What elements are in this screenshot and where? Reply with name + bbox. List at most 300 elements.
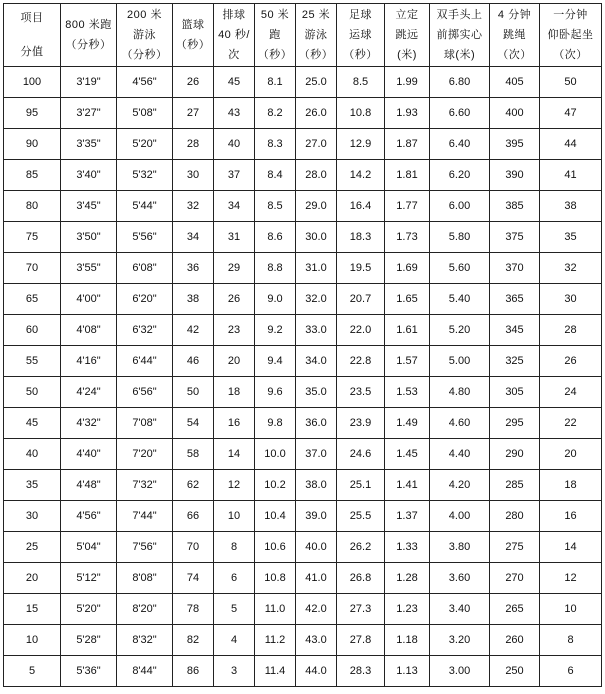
table-cell: 8'08"	[117, 563, 173, 594]
table-cell: 10.6	[255, 532, 296, 563]
table-cell: 26	[540, 346, 602, 377]
column-header-line: 40 秒/	[218, 29, 250, 41]
table-row	[4, 160, 602, 191]
table-cell: 295	[490, 408, 540, 439]
column-header	[337, 4, 385, 67]
table-cell: 22	[540, 408, 602, 439]
table-cell: 30.0	[296, 222, 337, 253]
table-cell: 22.0	[337, 315, 385, 346]
table-cell: 36	[173, 253, 214, 284]
table-cell: 4'56"	[61, 501, 117, 532]
score-cell: 55	[4, 346, 61, 377]
table-cell: 5'12"	[61, 563, 117, 594]
table-cell: 19.5	[337, 253, 385, 284]
table-cell: 27	[173, 98, 214, 129]
table-cell: 260	[490, 625, 540, 656]
column-header-line: 一分钟	[553, 9, 588, 21]
column-header-line: （秒）	[298, 49, 334, 61]
table-cell: 1.57	[385, 346, 430, 377]
table-cell: 7'44"	[117, 501, 173, 532]
table-cell: 62	[173, 470, 214, 501]
table-cell: 5'08"	[117, 98, 173, 129]
score-cell: 5	[4, 656, 61, 687]
table-cell: 37	[214, 160, 255, 191]
column-header-line: 立定	[395, 9, 419, 21]
table-cell: 5.80	[430, 222, 490, 253]
table-cell: 7'32"	[117, 470, 173, 501]
table-cell: 5.20	[430, 315, 490, 346]
column-header-line: 4 分钟	[497, 9, 532, 21]
table-cell: 8'44"	[117, 656, 173, 687]
column-header-line: 前掷实心	[436, 29, 483, 41]
column-header-line: 双手头上	[436, 9, 483, 21]
table-cell: 5.00	[430, 346, 490, 377]
table-cell: 12	[214, 470, 255, 501]
table-cell: 5'28"	[61, 625, 117, 656]
table-cell: 9.8	[255, 408, 296, 439]
table-cell: 12	[540, 563, 602, 594]
table-cell: 4'16"	[61, 346, 117, 377]
score-cell: 50	[4, 377, 61, 408]
column-header-line: 25 米	[301, 9, 331, 21]
table-cell: 6.00	[430, 191, 490, 222]
table-cell: 4.80	[430, 377, 490, 408]
table-cell: 8.4	[255, 160, 296, 191]
table-cell: 18	[540, 470, 602, 501]
column-header-line: 运球	[349, 29, 372, 41]
table-cell: 16	[214, 408, 255, 439]
score-cell: 45	[4, 408, 61, 439]
table-cell: 41.0	[296, 563, 337, 594]
column-header-line: （次）	[497, 49, 532, 61]
table-cell: 27.8	[337, 625, 385, 656]
column-header-line: 足球	[349, 9, 372, 21]
table-cell: 6'20"	[117, 284, 173, 315]
table-cell: 32.0	[296, 284, 337, 315]
score-cell: 100	[4, 67, 61, 98]
table-cell: 10	[540, 594, 602, 625]
table-cell: 47	[540, 98, 602, 129]
table-cell: 8.1	[255, 67, 296, 98]
table-cell: 38.0	[296, 470, 337, 501]
score-table	[3, 3, 602, 687]
table-cell: 3.80	[430, 532, 490, 563]
column-header-line: 仰卧起坐	[547, 29, 594, 41]
table-cell: 27.0	[296, 129, 337, 160]
table-cell: 405	[490, 67, 540, 98]
column-header-line: （分秒）	[121, 49, 168, 61]
table-cell: 28	[540, 315, 602, 346]
table-cell: 33.0	[296, 315, 337, 346]
table-cell: 34	[214, 191, 255, 222]
column-header	[296, 4, 337, 67]
column-header	[385, 4, 430, 67]
table-cell: 54	[173, 408, 214, 439]
score-table-container	[3, 3, 602, 687]
table-cell: 9.4	[255, 346, 296, 377]
table-cell: 5'44"	[117, 191, 173, 222]
table-cell: 280	[490, 501, 540, 532]
table-cell: 34.0	[296, 346, 337, 377]
table-cell: 18.3	[337, 222, 385, 253]
score-cell: 70	[4, 253, 61, 284]
table-cell: 7'08"	[117, 408, 173, 439]
table-cell: 44	[540, 129, 602, 160]
column-header	[173, 4, 214, 67]
column-header-line: 次	[228, 49, 240, 61]
table-cell: 41	[540, 160, 602, 191]
table-cell: 375	[490, 222, 540, 253]
table-cell: 1.13	[385, 656, 430, 687]
table-cell: 370	[490, 253, 540, 284]
table-cell: 16.4	[337, 191, 385, 222]
table-cell: 23	[214, 315, 255, 346]
table-cell: 50	[540, 67, 602, 98]
table-row	[4, 470, 602, 501]
table-cell: 1.18	[385, 625, 430, 656]
header-row	[4, 4, 602, 67]
table-cell: 8.6	[255, 222, 296, 253]
column-header-line: 游泳	[133, 29, 156, 41]
score-cell: 15	[4, 594, 61, 625]
table-cell: 26	[214, 284, 255, 315]
table-cell: 66	[173, 501, 214, 532]
table-cell: 31.0	[296, 253, 337, 284]
table-row	[4, 98, 602, 129]
table-cell: 30	[540, 284, 602, 315]
table-cell: 6.20	[430, 160, 490, 191]
table-cell: 3'45"	[61, 191, 117, 222]
column-header-line: 跳绳	[503, 29, 526, 41]
table-cell: 3'50"	[61, 222, 117, 253]
table-cell: 385	[490, 191, 540, 222]
table-cell: 1.33	[385, 532, 430, 563]
table-row	[4, 625, 602, 656]
table-cell: 6.40	[430, 129, 490, 160]
table-cell: 4'40"	[61, 439, 117, 470]
table-cell: 23.9	[337, 408, 385, 439]
table-cell: 28.0	[296, 160, 337, 191]
table-cell: 39.0	[296, 501, 337, 532]
column-header	[430, 4, 490, 67]
table-cell: 5.40	[430, 284, 490, 315]
table-cell: 6.60	[430, 98, 490, 129]
table-cell: 14	[540, 532, 602, 563]
table-cell: 29.0	[296, 191, 337, 222]
table-cell: 3'40"	[61, 160, 117, 191]
table-row	[4, 656, 602, 687]
column-header-line: 游泳	[304, 29, 328, 41]
column-header	[214, 4, 255, 67]
table-cell: 43	[214, 98, 255, 129]
table-cell: 3'35"	[61, 129, 117, 160]
table-cell: 23.5	[337, 377, 385, 408]
table-cell: 10.8	[337, 98, 385, 129]
table-row	[4, 439, 602, 470]
table-cell: 20	[540, 439, 602, 470]
table-cell: 42.0	[296, 594, 337, 625]
table-cell: 35.0	[296, 377, 337, 408]
column-header	[117, 4, 173, 67]
table-row	[4, 408, 602, 439]
table-cell: 5.60	[430, 253, 490, 284]
table-cell: 1.45	[385, 439, 430, 470]
table-cell: 5'04"	[61, 532, 117, 563]
table-cell: 7'56"	[117, 532, 173, 563]
table-cell: 10	[214, 501, 255, 532]
table-cell: 14	[214, 439, 255, 470]
table-cell: 1.93	[385, 98, 430, 129]
table-cell: 5'56"	[117, 222, 173, 253]
score-cell: 95	[4, 98, 61, 129]
table-cell: 10.0	[255, 439, 296, 470]
table-cell: 36.0	[296, 408, 337, 439]
score-cell: 65	[4, 284, 61, 315]
column-header-line: 200 米	[127, 9, 162, 21]
table-cell: 25.5	[337, 501, 385, 532]
table-cell: 390	[490, 160, 540, 191]
table-cell: 1.65	[385, 284, 430, 315]
table-cell: 4.60	[430, 408, 490, 439]
table-cell: 1.28	[385, 563, 430, 594]
table-cell: 6	[214, 563, 255, 594]
column-header-line: 800 米跑	[65, 19, 112, 31]
table-row	[4, 129, 602, 160]
table-cell: 1.77	[385, 191, 430, 222]
column-header-line: 50 米	[260, 9, 290, 21]
score-cell: 40	[4, 439, 61, 470]
table-body	[4, 67, 602, 687]
table-cell: 3'27"	[61, 98, 117, 129]
table-cell: 8'20"	[117, 594, 173, 625]
table-cell: 8.5	[255, 191, 296, 222]
table-row	[4, 532, 602, 563]
table-cell: 20	[214, 346, 255, 377]
table-cell: 11.2	[255, 625, 296, 656]
table-cell: 6'56"	[117, 377, 173, 408]
table-cell: 42	[173, 315, 214, 346]
table-cell: 1.69	[385, 253, 430, 284]
table-cell: 4'48"	[61, 470, 117, 501]
table-cell: 6'08"	[117, 253, 173, 284]
table-cell: 400	[490, 98, 540, 129]
corner-item-label: 项目	[20, 12, 44, 24]
table-row	[4, 501, 602, 532]
score-cell: 30	[4, 501, 61, 532]
table-cell: 22.8	[337, 346, 385, 377]
table-cell: 275	[490, 532, 540, 563]
table-cell: 34	[173, 222, 214, 253]
column-header	[490, 4, 540, 67]
table-cell: 24	[540, 377, 602, 408]
column-header-line: 跳远	[395, 29, 419, 41]
table-cell: 43.0	[296, 625, 337, 656]
table-cell: 8.5	[337, 67, 385, 98]
table-cell: 10.8	[255, 563, 296, 594]
score-cell: 80	[4, 191, 61, 222]
table-cell: 250	[490, 656, 540, 687]
table-cell: 8.3	[255, 129, 296, 160]
table-cell: 27.3	[337, 594, 385, 625]
table-cell: 14.2	[337, 160, 385, 191]
table-cell: 24.6	[337, 439, 385, 470]
table-cell: 8	[214, 532, 255, 563]
table-cell: 305	[490, 377, 540, 408]
column-header-line: （秒）	[257, 49, 293, 61]
table-cell: 28	[173, 129, 214, 160]
table-cell: 45	[214, 67, 255, 98]
table-cell: 10.4	[255, 501, 296, 532]
table-cell: 4	[214, 625, 255, 656]
column-header-line: （秒）	[343, 49, 378, 61]
table-cell: 25.0	[296, 67, 337, 98]
table-cell: 1.99	[385, 67, 430, 98]
table-row	[4, 563, 602, 594]
table-cell: 3'19"	[61, 67, 117, 98]
table-cell: 1.53	[385, 377, 430, 408]
table-cell: 3.40	[430, 594, 490, 625]
table-cell: 3	[214, 656, 255, 687]
column-header	[540, 4, 602, 67]
column-header-line: 跑	[269, 29, 281, 41]
table-cell: 86	[173, 656, 214, 687]
score-cell: 35	[4, 470, 61, 501]
column-header-line: (米)	[397, 49, 417, 61]
column-header-line: 排球	[222, 9, 246, 21]
table-cell: 32	[540, 253, 602, 284]
table-cell: 4'24"	[61, 377, 117, 408]
table-cell: 5'32"	[117, 160, 173, 191]
table-cell: 7'20"	[117, 439, 173, 470]
score-cell: 90	[4, 129, 61, 160]
table-cell: 395	[490, 129, 540, 160]
table-cell: 5'36"	[61, 656, 117, 687]
table-cell: 25.1	[337, 470, 385, 501]
table-cell: 58	[173, 439, 214, 470]
table-cell: 9.6	[255, 377, 296, 408]
table-cell: 1.37	[385, 501, 430, 532]
table-row	[4, 67, 602, 98]
table-cell: 5'20"	[61, 594, 117, 625]
table-cell: 4'00"	[61, 284, 117, 315]
table-cell: 5	[214, 594, 255, 625]
table-cell: 82	[173, 625, 214, 656]
table-cell: 4'08"	[61, 315, 117, 346]
table-cell: 26.8	[337, 563, 385, 594]
table-cell: 11.0	[255, 594, 296, 625]
table-cell: 1.41	[385, 470, 430, 501]
table-cell: 4.20	[430, 470, 490, 501]
table-cell: 44.0	[296, 656, 337, 687]
table-cell: 18	[214, 377, 255, 408]
score-cell: 25	[4, 532, 61, 563]
table-cell: 26.2	[337, 532, 385, 563]
table-cell: 16	[540, 501, 602, 532]
table-cell: 35	[540, 222, 602, 253]
table-cell: 345	[490, 315, 540, 346]
table-cell: 265	[490, 594, 540, 625]
table-cell: 285	[490, 470, 540, 501]
table-cell: 50	[173, 377, 214, 408]
table-cell: 8.8	[255, 253, 296, 284]
table-cell: 8	[540, 625, 602, 656]
score-cell: 10	[4, 625, 61, 656]
column-header-line: （次）	[553, 49, 588, 61]
column-header-line: （分秒）	[65, 39, 112, 51]
table-cell: 1.87	[385, 129, 430, 160]
table-cell: 46	[173, 346, 214, 377]
table-cell: 325	[490, 346, 540, 377]
table-cell: 3.20	[430, 625, 490, 656]
table-cell: 40	[214, 129, 255, 160]
column-header-line: 篮球	[181, 19, 205, 31]
table-cell: 270	[490, 563, 540, 594]
table-cell: 4'56"	[117, 67, 173, 98]
table-cell: 78	[173, 594, 214, 625]
table-cell: 26	[173, 67, 214, 98]
table-cell: 70	[173, 532, 214, 563]
table-row	[4, 253, 602, 284]
table-cell: 20.7	[337, 284, 385, 315]
table-cell: 74	[173, 563, 214, 594]
table-row	[4, 594, 602, 625]
table-cell: 4'32"	[61, 408, 117, 439]
table-cell: 4.40	[430, 439, 490, 470]
table-cell: 38	[173, 284, 214, 315]
column-header-line: （秒）	[175, 39, 211, 51]
table-cell: 6'32"	[117, 315, 173, 346]
column-header-line: 球(米)	[443, 49, 476, 61]
table-row	[4, 222, 602, 253]
corner-header-cell	[4, 4, 61, 67]
table-cell: 9.0	[255, 284, 296, 315]
table-cell: 11.4	[255, 656, 296, 687]
score-cell: 60	[4, 315, 61, 346]
column-header	[255, 4, 296, 67]
table-cell: 5'20"	[117, 129, 173, 160]
table-cell: 10.2	[255, 470, 296, 501]
table-cell: 290	[490, 439, 540, 470]
table-row	[4, 315, 602, 346]
table-cell: 9.2	[255, 315, 296, 346]
table-row	[4, 377, 602, 408]
table-cell: 40.0	[296, 532, 337, 563]
table-cell: 8'32"	[117, 625, 173, 656]
table-cell: 1.23	[385, 594, 430, 625]
table-cell: 32	[173, 191, 214, 222]
table-cell: 8.2	[255, 98, 296, 129]
table-cell: 1.61	[385, 315, 430, 346]
table-row	[4, 346, 602, 377]
table-cell: 365	[490, 284, 540, 315]
table-cell: 4.00	[430, 501, 490, 532]
table-row	[4, 284, 602, 315]
table-row	[4, 191, 602, 222]
table-cell: 28.3	[337, 656, 385, 687]
table-cell: 37.0	[296, 439, 337, 470]
table-cell: 31	[214, 222, 255, 253]
table-cell: 6.80	[430, 67, 490, 98]
table-cell: 38	[540, 191, 602, 222]
table-cell: 1.49	[385, 408, 430, 439]
score-cell: 85	[4, 160, 61, 191]
score-cell: 75	[4, 222, 61, 253]
corner-score-label: 分值	[20, 46, 44, 58]
column-header	[61, 4, 117, 67]
table-cell: 26.0	[296, 98, 337, 129]
table-cell: 30	[173, 160, 214, 191]
table-cell: 3.00	[430, 656, 490, 687]
